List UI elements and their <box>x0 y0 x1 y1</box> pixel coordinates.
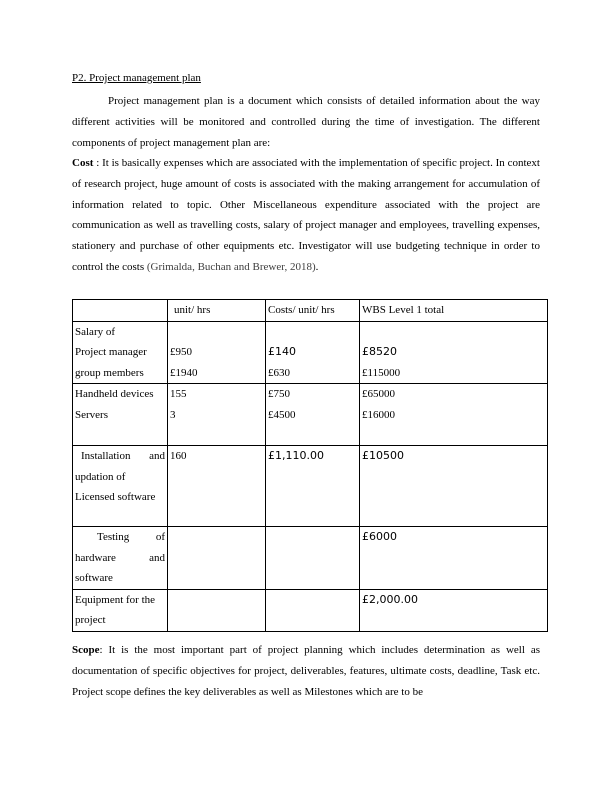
cost-line: £140 <box>268 345 296 358</box>
total-cell <box>360 446 548 527</box>
cost-label: Cost <box>72 157 94 169</box>
item-line: Handheld devices <box>75 388 154 400</box>
units-cell <box>168 384 266 446</box>
units-line: £950 <box>170 346 192 358</box>
units-cell <box>168 321 266 384</box>
item-line: software <box>75 572 113 584</box>
cost-line <box>268 527 357 548</box>
cost-line: £630 <box>268 366 290 379</box>
cost-cell <box>266 384 360 446</box>
scope-label: Scope <box>72 644 100 656</box>
cost-citation: (Grimalda, Buchan and Brewer, 2018) <box>146 260 316 273</box>
cost-line <box>268 590 357 611</box>
item-line: Installation and <box>81 450 165 462</box>
units-line: 3 <box>170 408 176 421</box>
item-line: Salary of <box>75 325 116 338</box>
total-cell <box>360 589 548 631</box>
table-row <box>73 321 548 384</box>
total-line <box>362 322 545 343</box>
total-line: £6000 <box>362 530 397 543</box>
total-cell <box>360 527 548 590</box>
total-line: £65000 <box>362 388 395 400</box>
item-cell <box>73 446 168 527</box>
table-row <box>73 589 548 631</box>
item-cell <box>73 384 168 446</box>
units-line: £1940 <box>170 366 198 379</box>
header-cell-total: WBS Level 1 total <box>360 300 548 322</box>
header-cell-item <box>73 300 168 322</box>
cost-table <box>72 299 548 632</box>
table-row <box>73 446 548 527</box>
cost-cell <box>266 527 360 590</box>
total-line: £16000 <box>362 408 395 421</box>
units-line <box>170 322 263 343</box>
total-line: £115000 <box>362 366 401 379</box>
item-line: Servers <box>75 408 108 421</box>
units-line <box>170 527 263 548</box>
units-cell <box>168 589 266 631</box>
cost-line <box>268 322 357 343</box>
units-line <box>170 590 263 611</box>
cost-line: £4500 <box>268 408 296 421</box>
item-line: Testing of <box>97 531 165 543</box>
item-line: project <box>75 614 106 626</box>
cost-text: : It is basically expenses which are associated with the implementation of specific project. In context of research project, huge amount of costs is associated with the making arrangement for accumulation of information related to topic. Other Miscellaneous expenditure associated with the project are communication as well as travelling costs, salary of project manager and employees, travelling expenses, stationery and purchase of other equipments etc. Investigator will use budgeting technique in order to control the costs <box>72 157 540 273</box>
item-line: hardware and <box>75 551 165 564</box>
units-line: 155 <box>170 388 187 400</box>
header-cell-cost: Costs/ unit/ hrs <box>266 300 360 322</box>
item-cell <box>73 589 168 631</box>
scope-paragraph <box>72 640 540 702</box>
units-cell <box>168 446 266 527</box>
total-line: £10500 <box>362 449 404 462</box>
table-row <box>73 384 548 446</box>
item-line: Project manager <box>75 346 147 358</box>
units-line: 160 <box>170 450 187 462</box>
item-line: Licensed software <box>75 491 156 503</box>
item-line: group members <box>75 366 144 379</box>
header-cell-units: unit/ hrs <box>168 300 266 322</box>
item-cell <box>73 527 168 590</box>
item-line: Equipment for the <box>75 593 156 606</box>
table-row <box>73 527 548 590</box>
section-heading: P2. Project management plan <box>72 72 201 84</box>
scope-text: : It is the most important part of project planning which includes determination as well as documentation of specific objectives for project, deliverables, features, ultimate costs, deadline, Task etc. Project scope defines the key deliverables as well as Milestones which are to be <box>72 644 540 698</box>
cost-cell <box>266 446 360 527</box>
item-cell <box>73 321 168 384</box>
cost-cell <box>266 589 360 631</box>
intro-paragraph: Project management plan is a document which consists of detailed information about the way different activities will be monitored and controlled during the time of investigation. The different components of project management plan are: <box>72 95 540 149</box>
total-line: £8520 <box>362 345 397 358</box>
table-header-row <box>73 300 548 322</box>
cost-line: £750 <box>268 388 290 400</box>
cost-end: . <box>315 260 319 273</box>
total-cell <box>360 384 548 446</box>
total-line: £2,000.00 <box>362 592 418 606</box>
item-line: updation of <box>75 470 126 483</box>
cost-paragraph <box>72 153 540 278</box>
cost-cell <box>266 321 360 384</box>
total-cell <box>360 321 548 384</box>
units-cell <box>168 527 266 590</box>
cost-line: £1,110.00 <box>268 449 324 462</box>
